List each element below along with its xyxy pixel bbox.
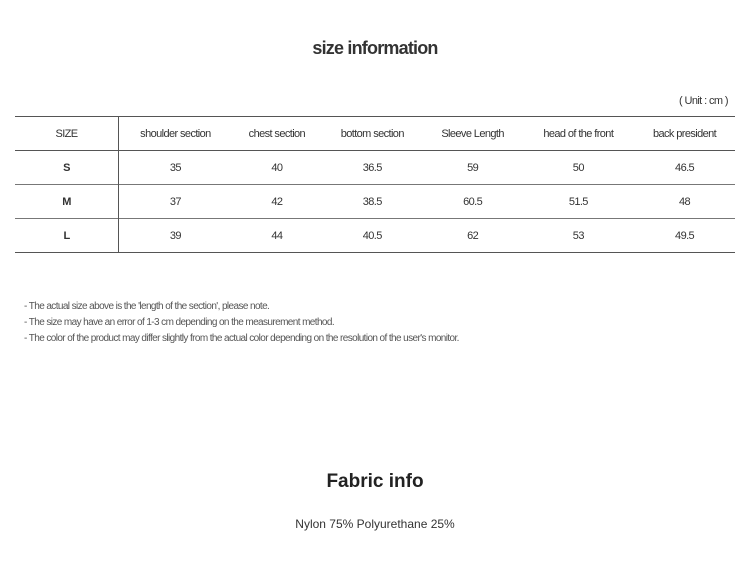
unit-label: ( Unit : cm ) — [678, 95, 728, 107]
table-header-row — [15, 117, 735, 151]
table-cell: 62 — [467, 229, 479, 242]
table-cell: 50 — [572, 161, 584, 174]
table-cell: 39 — [169, 229, 181, 242]
size-cell: L — [15, 219, 119, 253]
table-cell: 46.5 — [675, 161, 695, 174]
note-line: - The actual size above is the 'length of the section', please note. — [24, 301, 270, 312]
table-cell: 40.5 — [362, 229, 382, 242]
size-cell: M — [15, 185, 119, 219]
table-cell: 51.5 — [568, 195, 588, 208]
header-front: head of the front — [543, 127, 614, 140]
table-row — [15, 151, 735, 185]
size-notes — [24, 299, 459, 347]
table-cell: 42 — [271, 195, 283, 208]
fabric-description: Nylon 75% Polyurethane 25% — [295, 517, 455, 531]
table-cell: 48 — [679, 195, 691, 208]
table-cell: 38.5 — [362, 195, 382, 208]
table-cell: 35 — [169, 161, 181, 174]
note-line: - The size may have an error of 1-3 cm depending on the measurement method. — [24, 317, 335, 328]
page-title: size information — [312, 38, 438, 58]
table-cell: 59 — [467, 161, 479, 174]
header-size: SIZE — [15, 117, 119, 151]
table-cell: 40 — [271, 161, 283, 174]
table-cell: 44 — [271, 229, 283, 242]
size-table — [15, 116, 735, 253]
table-cell: 60.5 — [463, 195, 483, 208]
table-cell: 53 — [572, 229, 584, 242]
table-row — [15, 185, 735, 219]
note-line: - The color of the product may differ slightly from the actual color depending on the resolution of the user's monitor. — [24, 333, 459, 344]
header-shoulder: shoulder section — [140, 127, 211, 140]
header-sleeve: Sleeve Length — [441, 127, 504, 140]
table-cell: 36.5 — [362, 161, 382, 174]
size-cell: S — [15, 151, 119, 185]
header-back: back president — [652, 127, 717, 140]
header-chest: chest section — [248, 127, 306, 140]
table-cell: 49.5 — [675, 229, 695, 242]
table-row — [15, 219, 735, 253]
header-bottom: bottom section — [340, 127, 404, 140]
table-cell: 37 — [169, 195, 181, 208]
fabric-title: Fabric info — [326, 471, 424, 492]
